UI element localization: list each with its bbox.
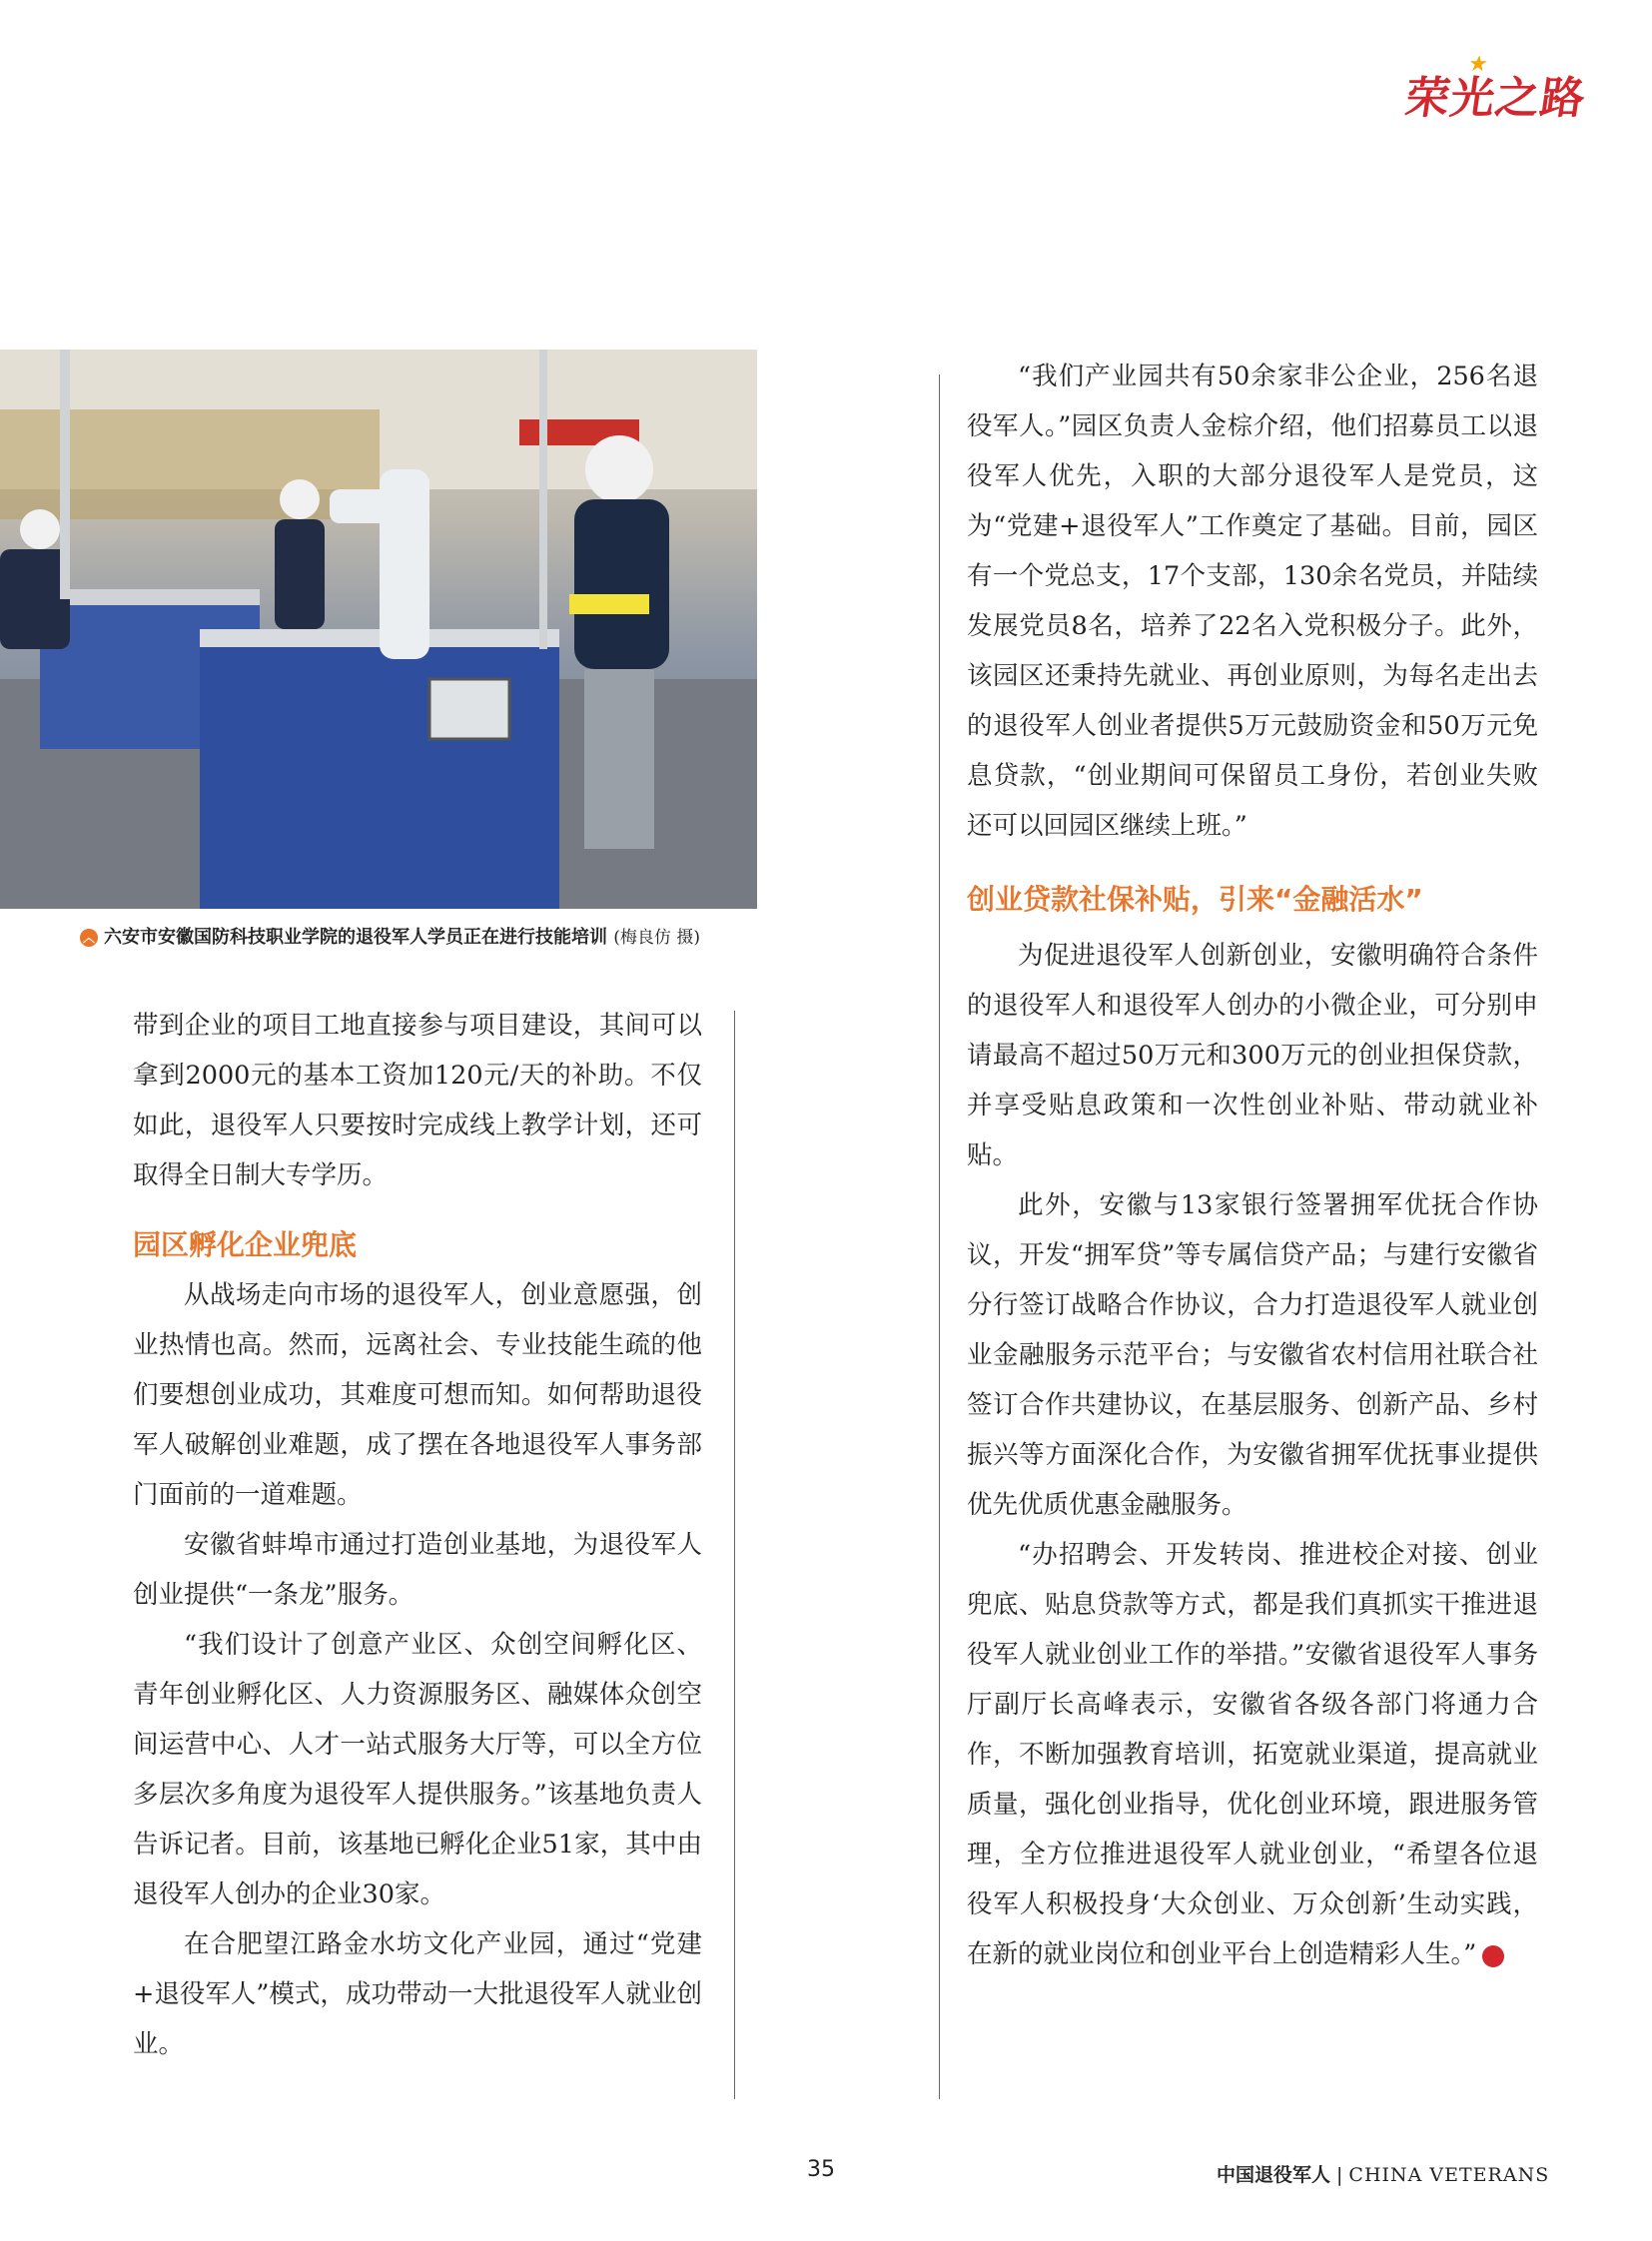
body-paragraph: 为促进退役军人创新创业，安徽明确符合条件的退役军人和退役军人创办的小微企业，可分别申请最高不超过50万元和300万元的创业担保贷款，并享受贴息政策和一次性创业补贴、带动就业补贴。	[967, 941, 1538, 1170]
magazine-title-en: CHINA VETERANS	[1348, 2164, 1550, 2186]
column-divider	[939, 374, 940, 2099]
closing-text: “办招聘会、开发转岗、推进校企对接、创业兜底、贴息贷款等方式，都是我们真抓实干推进退役军人就业创业工作的举措。”安徽省退役军人事务厅副厅长高峰表示，安徽省各级各部门将通力合作，不断加强教育培训，拓宽就业渠道，提高就业质量，强化创业指导，优化创业环境，跟进服务管理，全方位推进退役军人就业创业，“希望各位退役军人积极投身‘大众创业、万众创新’生动实践，在新的就业岗位和创业平台上创造精彩人生。”	[967, 1540, 1538, 1969]
section-logo	[1401, 52, 1591, 126]
page-number: 35	[807, 2157, 835, 2182]
body-paragraph: 从战场走向市场的退役军人，创业意愿强，创业热情也高。然而，远离社会、专业技能生疏的他们要想创业成功，其难度可想而知。如何帮助退役军人破解创业难题，成了摆在各地退役军人事务部门面前的一道难题。	[133, 1280, 702, 1510]
body-paragraph: 此外，安徽与13家银行签署拥军优抚合作协议，开发“拥军贷”等专属信贷产品；与建行安徽省分行签订战略合作协议，合力打造退役军人就业创业金融服务示范平台；与安徽省农村信用社联合社签订合作共建协议，在基层服务、创新产品、乡村振兴等方面深化合作，为安徽省拥军优抚事业提供优先优质优惠金融服务。	[967, 1190, 1538, 1520]
magazine-footer	[1217, 2160, 1549, 2187]
end-mark-icon: V	[1482, 1945, 1504, 1967]
training-scene-illustration	[0, 350, 757, 909]
body-paragraph: “我们设计了创意产业区、众创空间孵化区、青年创业孵化区、人力资源服务区、融媒体众创空间运营中心、人才一站式服务大厅等，可以全方位多层次多角度为退役军人提供服务。”该基地负责人告诉记者。目前，该基地已孵化企业51家，其中由退役军人创办的企业30家。	[133, 1630, 702, 1909]
column-divider	[734, 1011, 735, 2099]
body-paragraph	[967, 1530, 1545, 1979]
section-heading: 创业贷款社保补贴，引来“金融活水”	[967, 883, 1423, 916]
star-icon: ★	[1466, 52, 1491, 77]
magazine-title-cn: 中国退役军人	[1217, 2164, 1331, 2186]
left-column	[133, 1001, 702, 2069]
photo-caption	[80, 923, 759, 949]
photo-credit: (梅良仿 摄)	[613, 928, 700, 948]
caption-text: 六安市安徽国防科技职业学院的退役军人学员正在进行技能培训	[104, 927, 607, 948]
right-column	[967, 352, 1545, 1979]
article-photo	[0, 350, 757, 909]
footer-separator: |	[1336, 2164, 1343, 2186]
logo-text: 荣光之路	[1401, 73, 1589, 124]
body-paragraph: 带到企业的项目工地直接参与项目建设，其间可以拿到2000元的基本工资加120元/天的补助。不仅如此，退役军人只要按时完成线上教学计划，还可取得全日制大专学历。	[133, 1011, 702, 1190]
body-paragraph: 安徽省蚌埠市通过打造创业基地，为退役军人创业提供“一条龙”服务。	[133, 1530, 702, 1610]
body-paragraph: 在合肥望江路金水坊文化产业园，通过“党建+退役军人”模式，成功带动一大批退役军人就业创业。	[133, 1929, 702, 2059]
body-paragraph: “我们产业园共有50余家非公企业，256名退役军人。”园区负责人金棕介绍，他们招募员工以退役军人优先，入职的大部分退役军人是党员，这为“党建+退役军人”工作奠定了基础。目前，园区有一个党总支，17个支部，130余名党员，并陆续发展党员8名，培养了22名入党积极分子。此外，该园区还秉持先就业、再创业原则，为每名走出去的退役军人创业者提供5万元鼓励资金和50万元免息贷款，“创业期间可保留员工身份，若创业失败还可以回园区继续上班。”	[967, 362, 1538, 841]
chevron-up-icon: ︿	[80, 929, 98, 947]
section-heading: 园区孵化企业兜底	[133, 1228, 358, 1261]
